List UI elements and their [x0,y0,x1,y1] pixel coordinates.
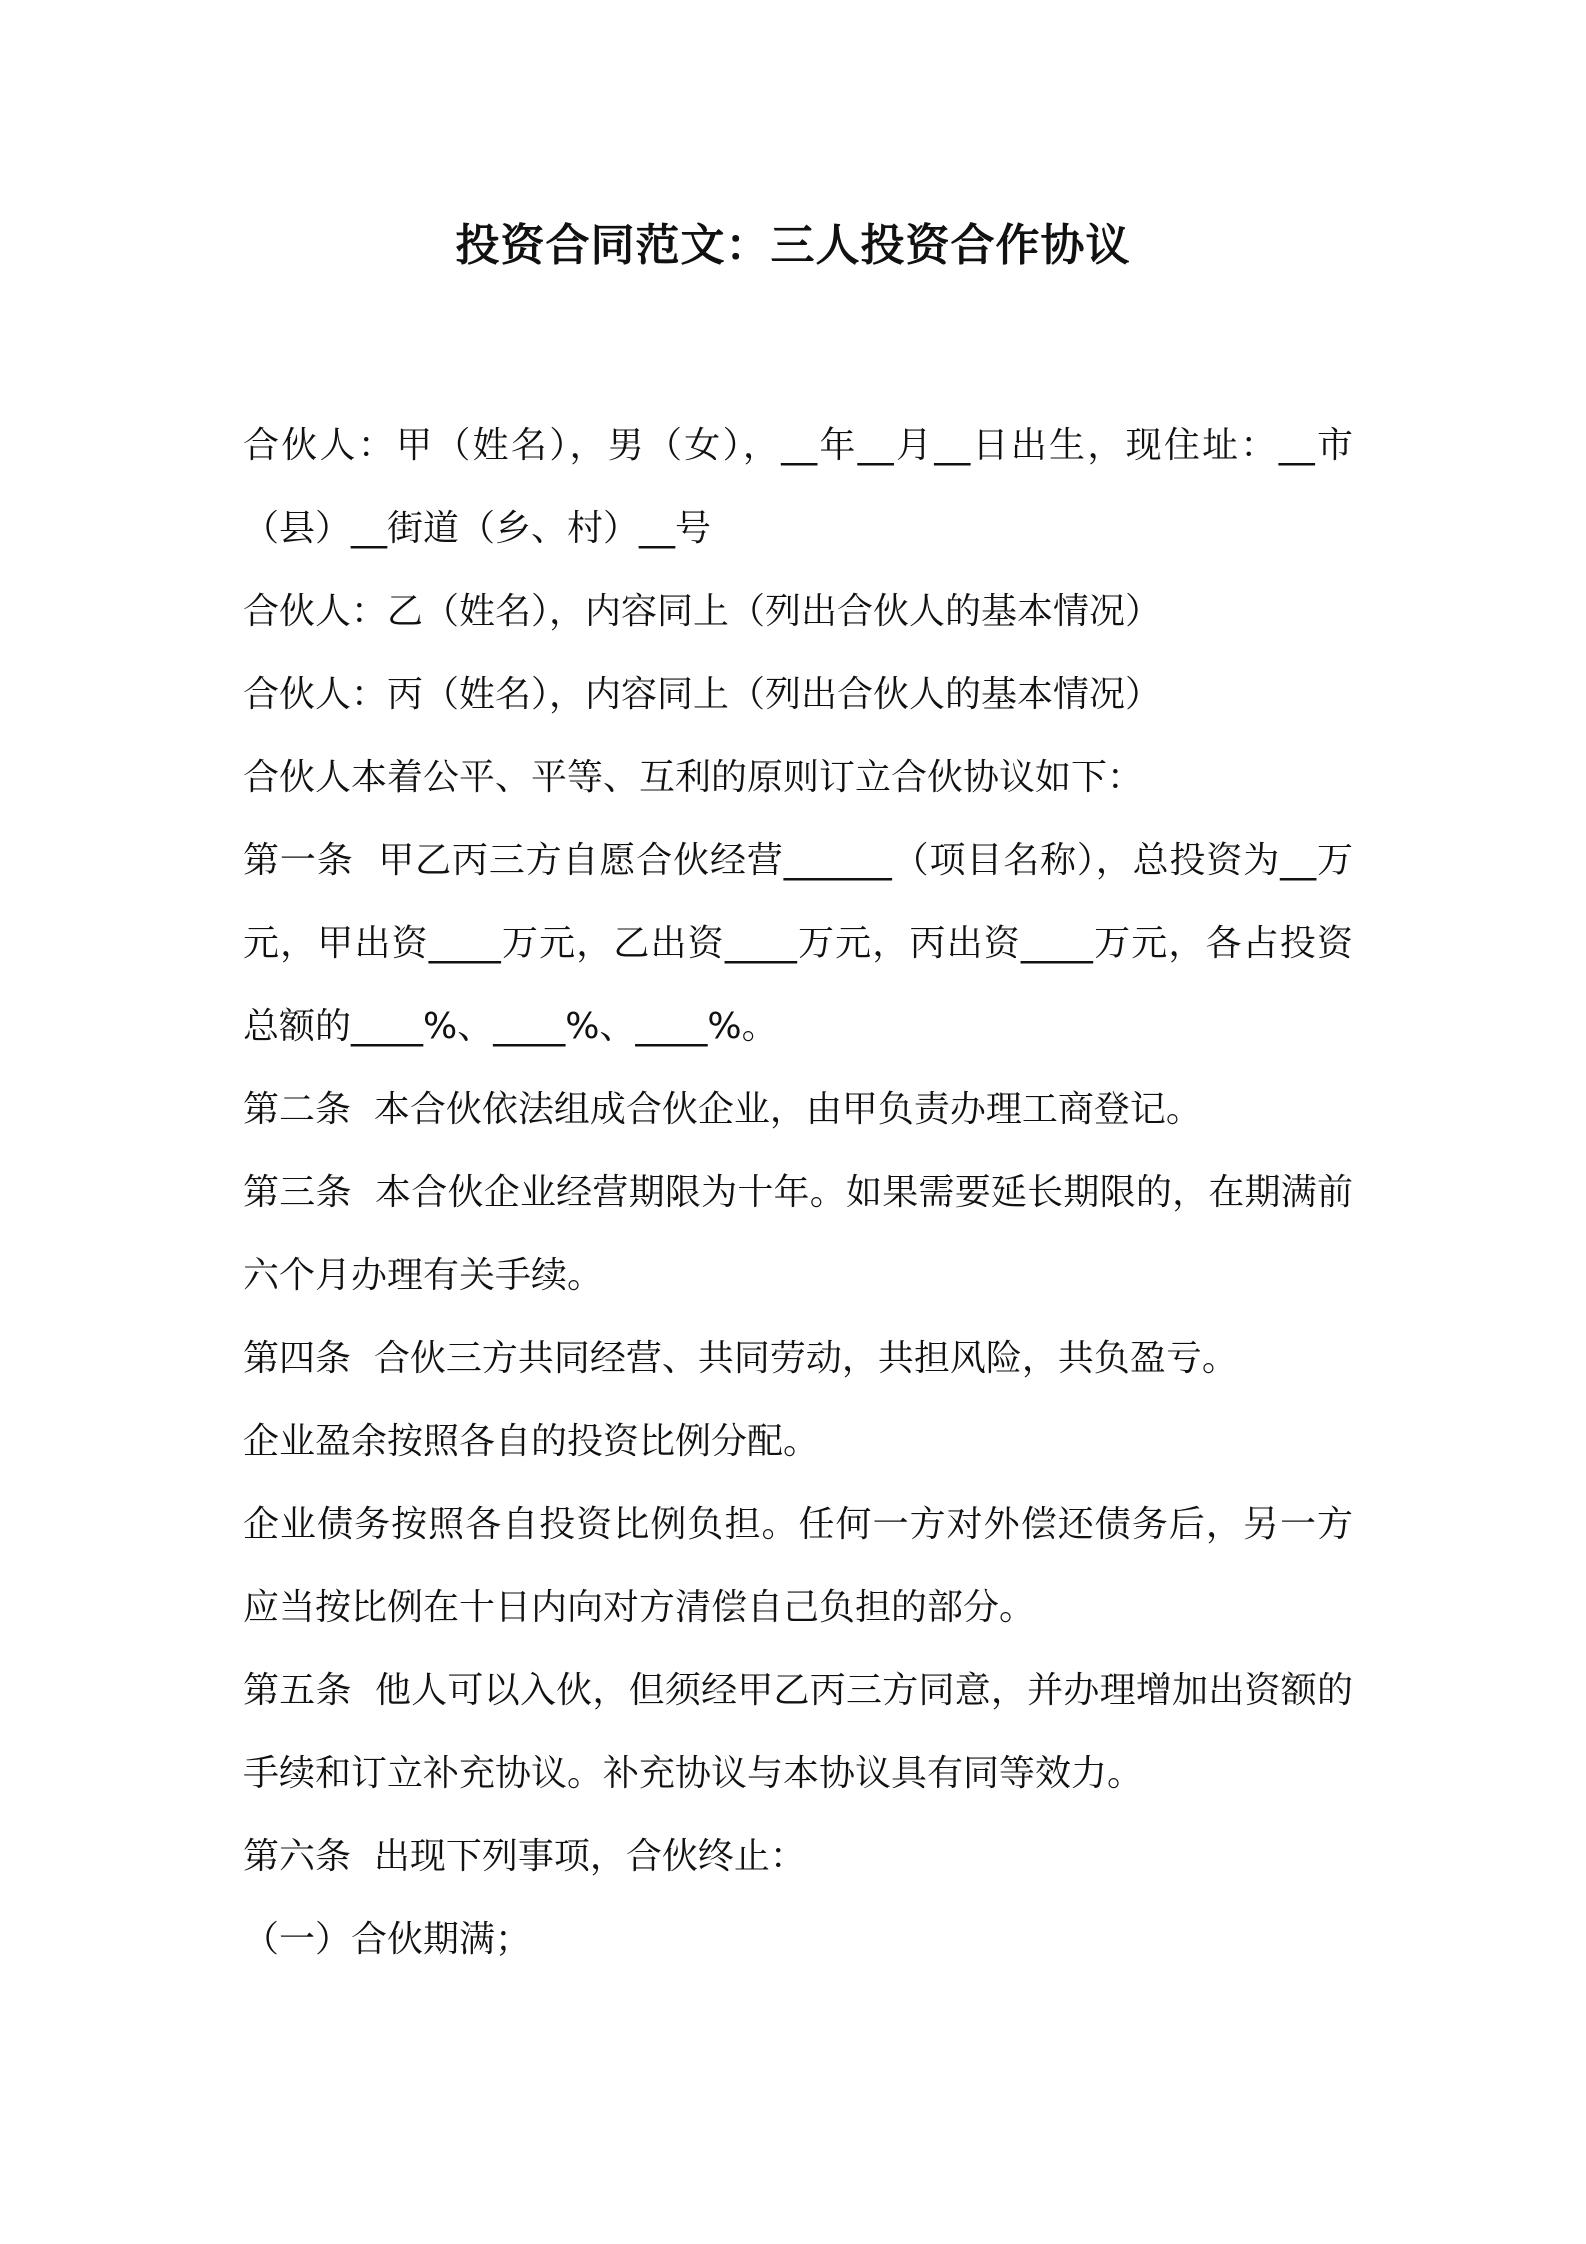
paragraph-item-1: （一）合伙期满； [243,1919,532,1960]
paragraph-article-1: 第一条 甲乙丙三方自愿合伙经营______（项目名称），总投资为__万元，甲出资____万元，乙出资____万元，丙出资____万元，各占投资总额的____%、____%、____%。 [243,840,1353,1047]
paragraph-article-3: 第三条 本合伙企业经营期限为十年。如果需要延长期限的，在期满前六个月办理有关手续。 [243,1172,1353,1296]
paragraph-article-2: 第二条 本合伙依法组成合伙企业，由甲负责办理工商登记。 [243,1089,1202,1130]
paragraph-profit-distribution: 企业盈余按照各自的投资比例分配。 [243,1421,820,1462]
document-title: 投资合同范文：三人投资合作协议 [455,220,1131,271]
paragraph-article-4: 第四条 合伙三方共同经营、共同劳动，共担风险，共负盈亏。 [243,1338,1238,1379]
paragraph-article-5: 第五条 他人可以入伙，但须经甲乙丙三方同意，并办理增加出资额的手续和订立补充协议。补充协议与本协议具有同等效力。 [243,1670,1353,1794]
document-body [243,404,1353,1981]
paragraph-partner-a: 合伙人：甲（姓名），男（女），__年__月__日出生，现住址：__市（县）__街道（乡、村）__号 [243,425,1353,549]
paragraph-partner-c: 合伙人：丙（姓名），内容同上（列出合伙人的基本情况） [243,674,1162,715]
paragraph-partner-b: 合伙人：乙（姓名），内容同上（列出合伙人的基本情况） [243,591,1162,632]
paragraph-preamble: 合伙人本着公平、平等、互利的原则订立合伙协议如下： [243,757,1144,798]
paragraph-debt-burden: 企业债务按照各自投资比例负担。任何一方对外偿还债务后，另一方应当按比例在十日内向对方清偿自己负担的部分。 [243,1504,1353,1628]
paragraph-article-6: 第六条 出现下列事项，合伙终止： [243,1836,806,1877]
